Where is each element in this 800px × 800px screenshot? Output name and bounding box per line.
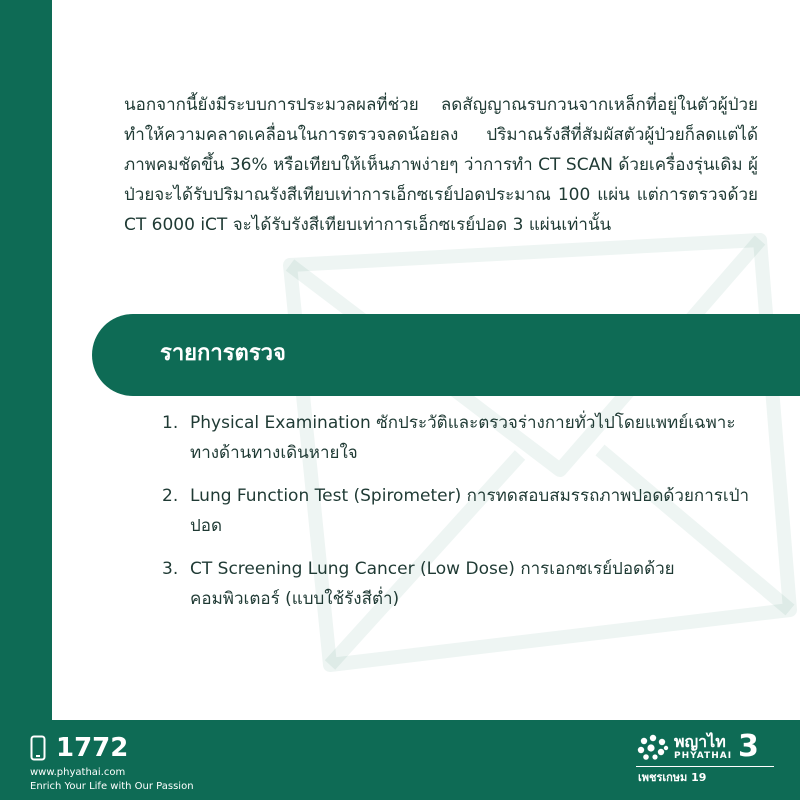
list-item-number: 3. [162, 559, 179, 579]
logo-number: 3 [738, 729, 759, 764]
branch-name: เพชรเกษม 19 [638, 771, 707, 784]
list-item [162, 408, 762, 468]
logo-thai-name: พญาไท [674, 731, 726, 751]
slogan: Enrich Your Life with Our Passion [30, 781, 194, 792]
list-item-number: 1. [162, 413, 179, 433]
left-accent-bar [0, 0, 52, 800]
hotline-number: 1772 [56, 733, 129, 763]
section-title: รายการตรวจ [160, 341, 286, 366]
list-item-number: 2. [162, 486, 179, 506]
footer-contact [30, 734, 194, 794]
hospital-logo [636, 729, 776, 785]
list-item-text: Physical Examination ซักประวัติและตรวจร่างกายทั่วไปโดยแพทย์เฉพาะทางด้านทางเดินหายใจ [190, 413, 736, 463]
list-item-text: CT Screening Lung Cancer (Low Dose) การเอกซเรย์ปอดด้วยคอมพิวเตอร์ (แบบใช้รังสีต่ำ) [190, 559, 675, 609]
intro-paragraph: นอกจากนี้ยังมีระบบการประมวลผลที่ช่วย ลดสัญญาณรบกวนจากเหล็กที่อยู่ในตัวผู้ป่วย ทำให้ความคลาดเคลื่อนในการตรวจลดน้อยลง ปริมาณรังสีที่สัมผัสตัวผู้ป่วยก็ลดแต่ได้ภาพคมชัดขึ้น 36% หรือเทียบให้เห็นภาพง่ายๆ ว่าการทำ CT SCAN ด้วยเครื่องรุ่นเดิม ผู้ป่วยจะได้รับปริมาณรังสีเทียบเท่าการเอ็กซเรย์ปอดประมาณ 100 แผ่น แต่การตรวจด้วย CT 6000 iCT จะได้รับรังสีเทียบเท่าการเอ็กซเรย์ปอด 3 แผ่นเท่านั้น [124, 95, 758, 235]
list-item [162, 554, 762, 614]
website-link[interactable]: www.phyathai.com [30, 767, 126, 778]
list-item [162, 481, 762, 541]
phone-icon [30, 735, 46, 761]
logo-english-name: PHYATHAI [674, 750, 733, 761]
list-item-text: Lung Function Test (Spirometer) การทดสอบสมรรถภาพปอดด้วยการเป่าปอด [190, 486, 750, 536]
phyathai-logo-icon [636, 733, 670, 761]
checklist [162, 408, 762, 627]
hotline[interactable] [30, 734, 194, 762]
logo-divider [636, 766, 774, 767]
